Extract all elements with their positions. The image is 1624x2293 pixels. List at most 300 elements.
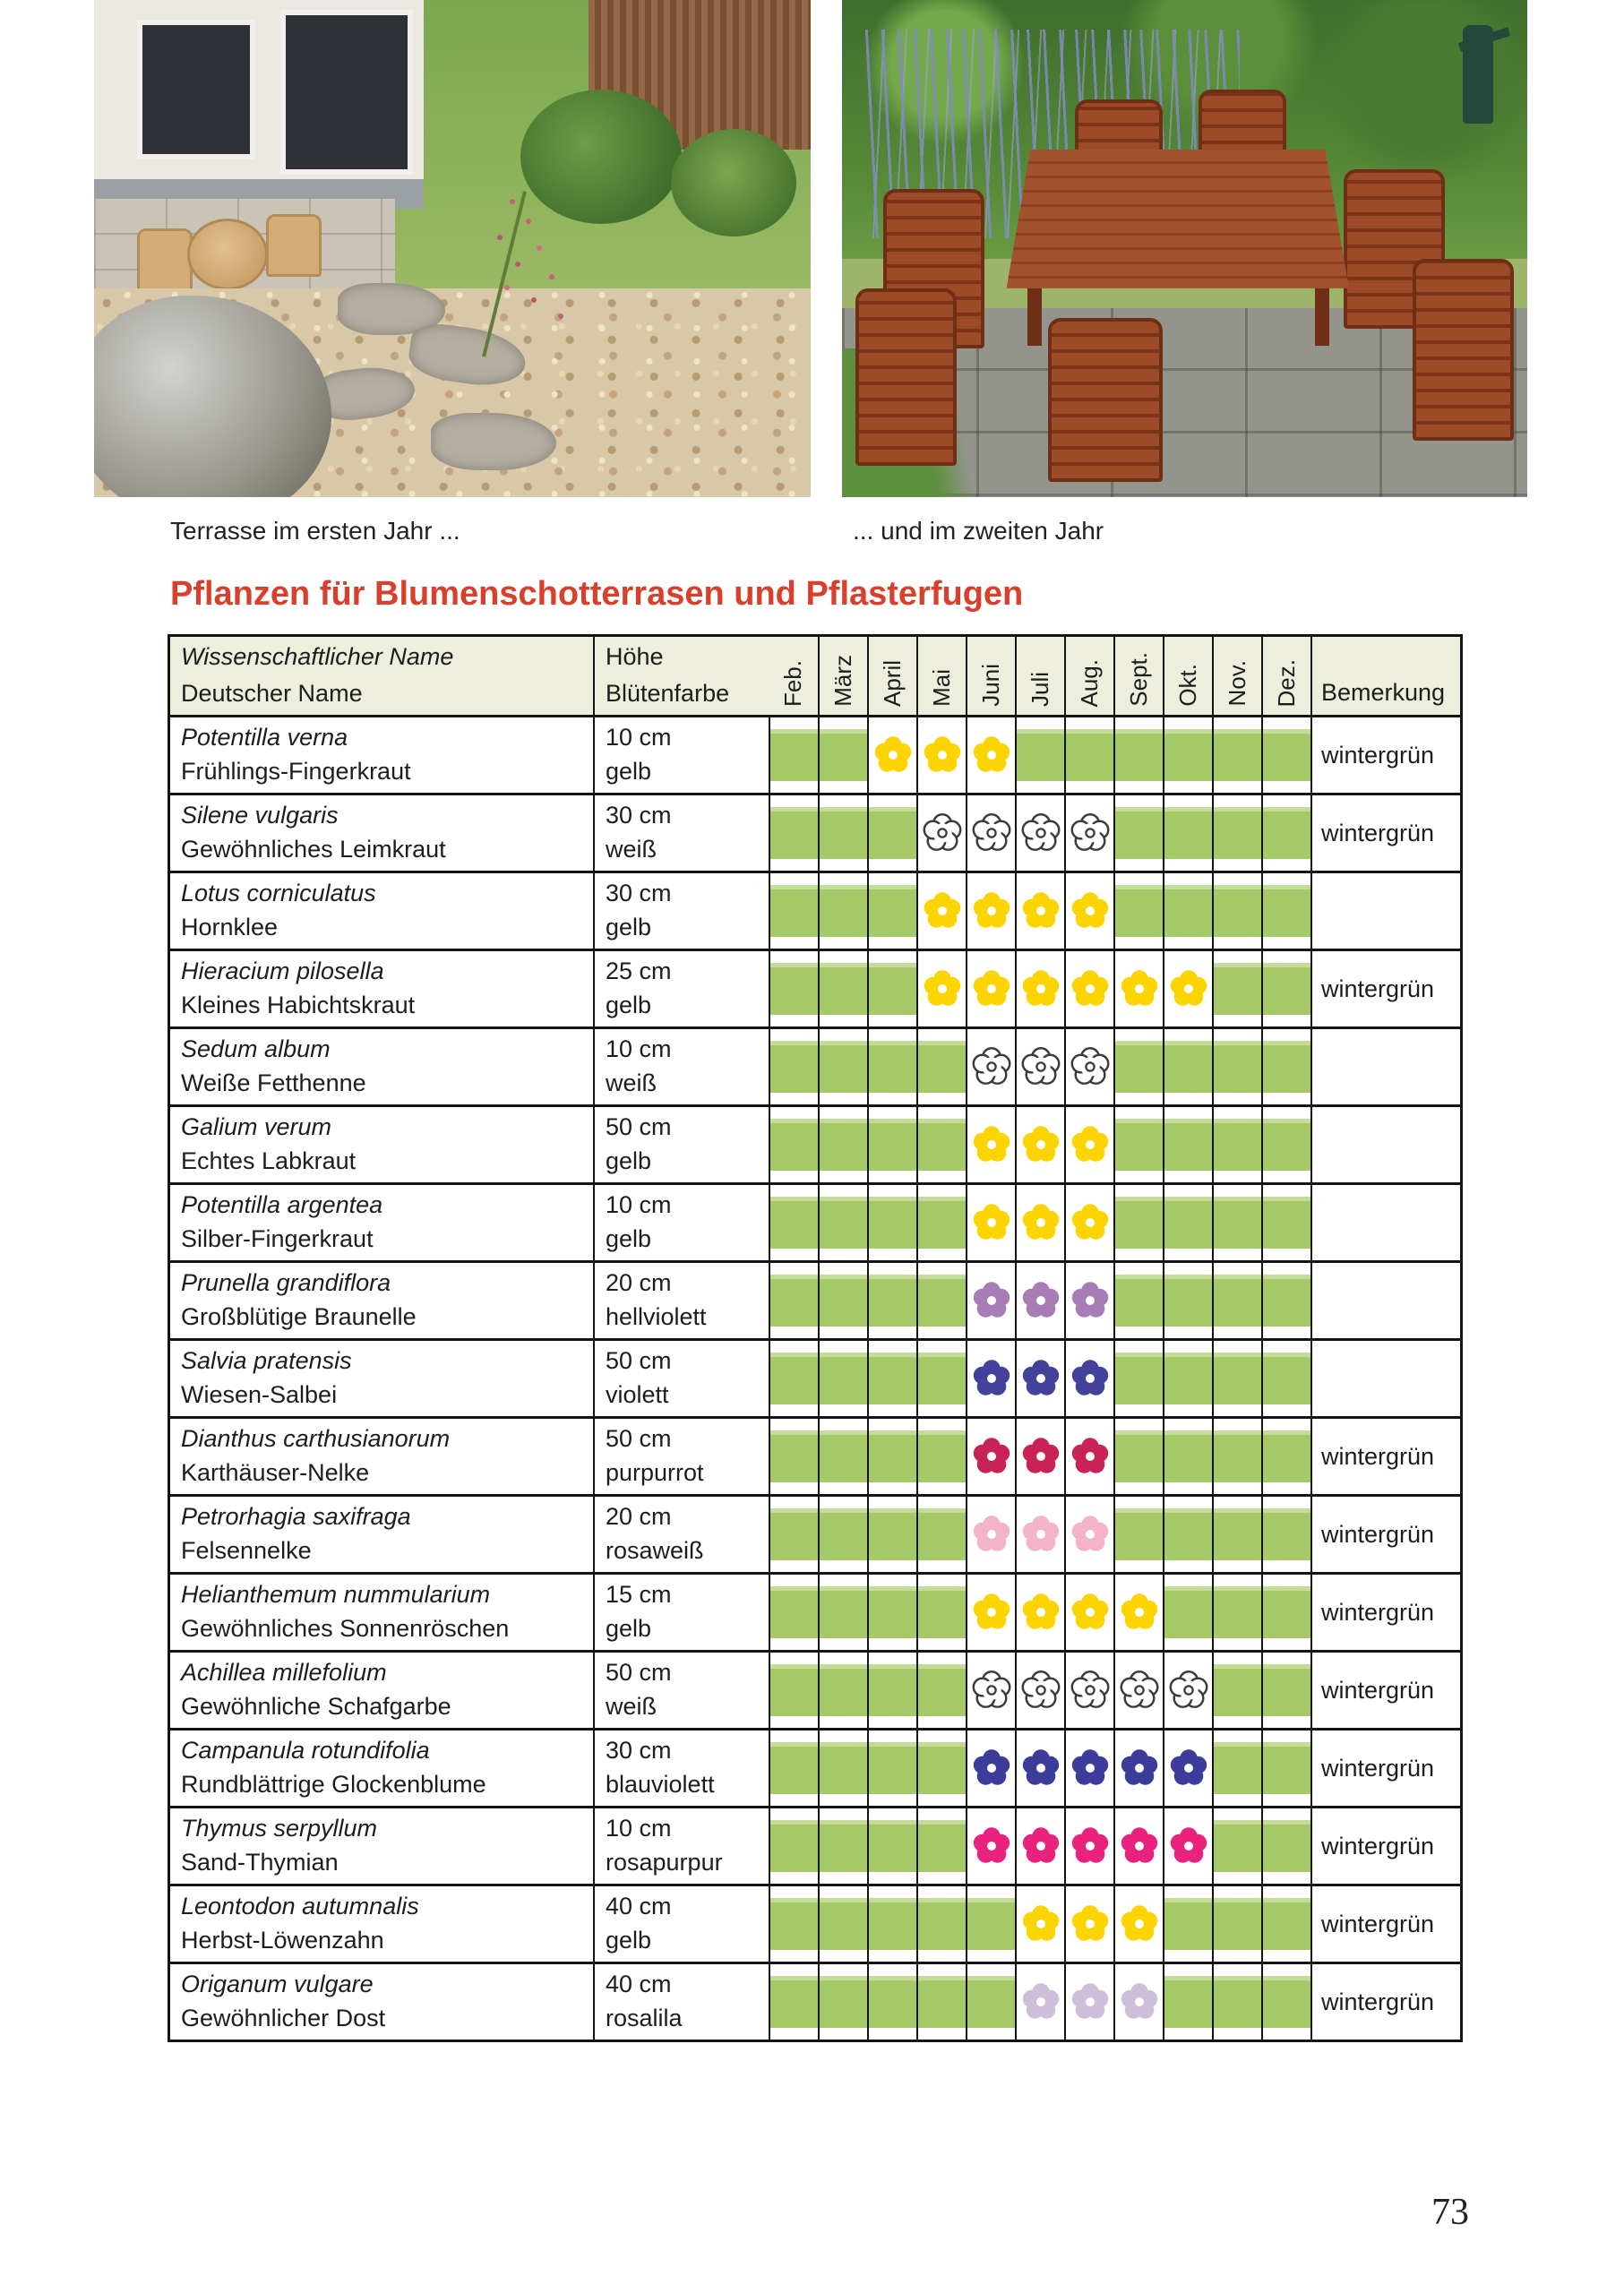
scientific-name: Silene vulgaris <box>181 802 339 829</box>
month-cell <box>1015 1653 1064 1728</box>
month-cell <box>818 951 867 1026</box>
month-cell <box>1163 1497 1212 1572</box>
foliage-band <box>869 1898 916 1950</box>
flower-icon <box>1020 1358 1061 1399</box>
month-cell <box>1015 873 1064 949</box>
bloom-marker <box>1164 1653 1212 1728</box>
month-cell <box>1163 1107 1212 1182</box>
scientific-name: Hieracium pilosella <box>181 958 384 984</box>
bloom-marker <box>1066 1185 1113 1260</box>
month-cell <box>1064 951 1113 1026</box>
flower-color-label: rosalila <box>606 2005 683 2031</box>
foliage-band <box>918 1820 966 1872</box>
german-name: Gewöhnlicher Dost <box>181 2005 386 2031</box>
flower-icon <box>1070 1825 1111 1867</box>
foliage-band <box>820 1820 867 1872</box>
month-cell <box>769 1497 818 1572</box>
flower-icon <box>971 1592 1012 1633</box>
shrub <box>520 90 682 224</box>
month-cell <box>769 951 818 1026</box>
remark-cell <box>1310 1107 1460 1182</box>
month-cell <box>1113 1808 1163 1884</box>
month-cell <box>1261 717 1310 793</box>
bloom-marker <box>1066 1263 1113 1338</box>
flower-icon <box>1070 1202 1111 1243</box>
shrub <box>671 129 796 236</box>
header-month <box>1163 637 1212 715</box>
garden-table-leg <box>1027 283 1042 346</box>
foliage-band <box>1115 1041 1163 1093</box>
month-cell <box>769 1964 818 2040</box>
month-cell <box>1261 873 1310 949</box>
foliage-band <box>820 1275 867 1327</box>
month-cell <box>818 1808 867 1884</box>
german-name: Silber-Fingerkraut <box>181 1225 374 1252</box>
flower-icon <box>1070 1046 1111 1087</box>
month-cell <box>1015 1107 1064 1182</box>
foliage-band <box>1263 1820 1310 1872</box>
month-cell <box>1212 1263 1261 1338</box>
foliage-band <box>1214 1898 1261 1950</box>
scientific-name: Petrorhagia saxifraga <box>181 1503 411 1530</box>
foliage-band <box>1164 1353 1212 1404</box>
flower-color-label: violett <box>606 1381 669 1408</box>
month-cell <box>1261 1886 1310 1962</box>
table-row <box>170 1884 1460 1962</box>
foliage-band <box>1263 1508 1310 1560</box>
flower-icon <box>1070 812 1111 854</box>
foliage-band <box>869 1976 916 2028</box>
bloom-marker <box>1017 1808 1064 1884</box>
month-cell <box>1261 1575 1310 1650</box>
flower-icon <box>1070 1514 1111 1555</box>
bloom-marker <box>967 1029 1015 1104</box>
table-row <box>170 1182 1460 1260</box>
scientific-name: Helianthemum nummularium <box>181 1581 491 1608</box>
flower-icon <box>1070 1903 1111 1945</box>
month-cell <box>1163 873 1212 949</box>
bloom-marker <box>1017 795 1064 871</box>
height-color-cell <box>593 951 769 1026</box>
bloom-marker <box>967 951 1015 1026</box>
month-cell <box>769 1730 818 1806</box>
foliage-band <box>1066 729 1113 781</box>
month-cell <box>1212 1029 1261 1104</box>
flower-color-label: rosapurpur <box>606 1849 723 1876</box>
table-row <box>170 1494 1460 1572</box>
month-cell <box>1015 1185 1064 1260</box>
foliage-band <box>918 1353 966 1404</box>
bloom-marker <box>1164 1808 1212 1884</box>
month-label: Dez. <box>1273 658 1300 707</box>
scientific-name: Sedum album <box>181 1035 331 1062</box>
month-cell <box>1064 1341 1113 1416</box>
foliage-band <box>869 1197 916 1249</box>
month-cell <box>966 795 1015 871</box>
bloom-marker <box>1164 951 1212 1026</box>
month-cell <box>867 1575 916 1650</box>
flower-color-label: gelb <box>606 1927 652 1954</box>
month-cell <box>966 1886 1015 1962</box>
plant-height: 20 cm <box>606 1503 672 1530</box>
german-name: Kleines Habichtskraut <box>181 992 416 1018</box>
foliage-band <box>770 963 818 1015</box>
month-cell <box>1015 951 1064 1026</box>
month-cell <box>916 1964 966 2040</box>
bloom-marker <box>1066 795 1113 871</box>
bloom-marker <box>1066 1341 1113 1416</box>
month-cell <box>818 795 867 871</box>
bloom-marker <box>1066 1808 1113 1884</box>
plant-name-cell <box>170 873 593 949</box>
month-cell <box>1212 1730 1261 1806</box>
month-cell <box>1261 795 1310 871</box>
german-name: Sand-Thymian <box>181 1849 339 1876</box>
scientific-name: Potentilla verna <box>181 724 348 751</box>
foliage-band <box>1214 729 1261 781</box>
plant-name-cell <box>170 1419 593 1494</box>
month-cell <box>1113 873 1163 949</box>
month-cell <box>1261 1808 1310 1884</box>
month-cell <box>1015 1808 1064 1884</box>
month-cell <box>1015 795 1064 871</box>
bloom-marker <box>1017 1263 1064 1338</box>
foliage-band <box>869 1742 916 1794</box>
month-cell <box>1113 795 1163 871</box>
month-cell <box>867 717 916 793</box>
flower-icon <box>922 890 963 932</box>
month-cell <box>1064 1964 1113 2040</box>
month-cell <box>1064 795 1113 871</box>
foliage-band <box>770 1275 818 1327</box>
table-row <box>170 949 1460 1026</box>
month-cell <box>867 1185 916 1260</box>
bloom-marker <box>967 1808 1015 1884</box>
bloom-marker <box>967 717 1015 793</box>
month-cell <box>867 1341 916 1416</box>
flower-icon <box>1070 890 1111 932</box>
month-cell <box>1015 1575 1064 1650</box>
month-cell <box>1261 1185 1310 1260</box>
foliage-band <box>770 1898 818 1950</box>
foliage-band <box>869 1664 916 1716</box>
foliage-band <box>869 807 916 859</box>
foliage-band <box>918 1197 966 1249</box>
month-cell <box>1212 1575 1261 1650</box>
month-cell <box>1163 951 1212 1026</box>
table-row <box>170 715 1460 793</box>
flower-icon <box>971 1825 1012 1867</box>
month-cell <box>1163 1419 1212 1494</box>
month-cell <box>1113 717 1163 793</box>
bloom-marker <box>967 1497 1015 1572</box>
bloom-marker <box>1017 1575 1064 1650</box>
bloom-marker <box>918 795 966 871</box>
month-cell <box>916 1263 966 1338</box>
height-color-cell <box>593 1653 769 1728</box>
foliage-band <box>1115 807 1163 859</box>
month-cell <box>769 795 818 871</box>
foliage-band <box>918 1742 966 1794</box>
foliage-band <box>869 1119 916 1171</box>
header-height-column <box>593 637 769 715</box>
flower-color-label: rosaweiß <box>606 1537 704 1564</box>
month-cell <box>818 1497 867 1572</box>
flower-icon <box>922 734 963 776</box>
foliage-band <box>918 1898 966 1950</box>
month-cell <box>1064 1419 1113 1494</box>
german-name: Weiße Fetthenne <box>181 1069 366 1096</box>
plant-height: 50 cm <box>606 1347 672 1374</box>
header-scientific-name: Wissenschaftlicher Name <box>181 643 454 670</box>
flower-icon <box>971 1514 1012 1555</box>
bloom-marker <box>1017 1653 1064 1728</box>
plant-height: 30 cm <box>606 1737 672 1764</box>
month-cell <box>1163 1575 1212 1650</box>
foliage-band <box>1263 1742 1310 1794</box>
month-cell <box>966 1185 1015 1260</box>
flower-color-label: purpurrot <box>606 1459 704 1486</box>
plant-name-cell <box>170 1886 593 1962</box>
month-cell <box>1015 1263 1064 1338</box>
month-cell <box>769 1263 818 1338</box>
month-cell <box>769 1107 818 1182</box>
foliage-band <box>1164 885 1212 937</box>
flower-icon <box>1119 1903 1160 1945</box>
table-row <box>170 1416 1460 1494</box>
foliage-band <box>1263 1119 1310 1171</box>
month-cell <box>1113 1419 1163 1494</box>
foliage-band <box>1164 1275 1212 1327</box>
foliage-band <box>918 1664 966 1716</box>
flower-icon <box>922 812 963 854</box>
table-row <box>170 1650 1460 1728</box>
month-cell <box>1064 1185 1113 1260</box>
flower-icon <box>1119 1981 1160 2022</box>
foliage-band <box>770 1353 818 1404</box>
flower-icon <box>971 1202 1012 1243</box>
bloom-marker <box>1017 873 1064 949</box>
foliage-band <box>1263 1586 1310 1638</box>
table-header-row <box>170 637 1460 715</box>
foliage-band <box>1164 729 1212 781</box>
flower-icon <box>1020 1981 1061 2022</box>
month-label: April <box>879 659 906 707</box>
bloom-marker <box>1164 1730 1212 1806</box>
month-cell <box>1261 1107 1310 1182</box>
scientific-name: Thymus serpyllum <box>181 1815 378 1842</box>
month-cell <box>769 1575 818 1650</box>
month-cell <box>1064 873 1113 949</box>
month-cell <box>1015 1497 1064 1572</box>
flower-icon <box>971 734 1012 776</box>
month-cell <box>1015 1886 1064 1962</box>
month-cell <box>1261 1029 1310 1104</box>
scientific-name: Campanula rotundifolia <box>181 1737 430 1764</box>
bloom-marker <box>1017 1107 1064 1182</box>
height-color-cell <box>593 1808 769 1884</box>
plant-name-cell <box>170 1107 593 1182</box>
table-row <box>170 793 1460 871</box>
month-cell <box>1261 1341 1310 1416</box>
flower-color-label: gelb <box>606 758 652 785</box>
flower-icon <box>1020 1280 1061 1321</box>
foliage-band <box>869 1041 916 1093</box>
flower-color-label: hellviolett <box>606 1303 707 1330</box>
month-cell <box>1261 1964 1310 2040</box>
bloom-marker <box>1066 1575 1113 1650</box>
flower-icon <box>971 1748 1012 1789</box>
month-cell <box>1113 1185 1163 1260</box>
month-cell <box>966 1730 1015 1806</box>
foliage-band <box>869 963 916 1015</box>
month-cell <box>966 873 1015 949</box>
bistro-table <box>187 219 268 290</box>
remark-cell: wintergrün <box>1310 1497 1460 1572</box>
height-color-cell <box>593 1107 769 1182</box>
flower-icon <box>971 1280 1012 1321</box>
bloom-marker <box>1017 951 1064 1026</box>
foliage-band <box>1263 1976 1310 2028</box>
flower-color-label: blauviolett <box>606 1771 715 1798</box>
foliage-band <box>1214 1353 1261 1404</box>
foliage-band <box>1164 1041 1212 1093</box>
plant-name-cell <box>170 1730 593 1806</box>
foliage-band <box>1214 1197 1261 1249</box>
height-color-cell <box>593 1730 769 1806</box>
height-color-cell <box>593 795 769 871</box>
month-cell <box>916 1341 966 1416</box>
month-cell <box>1113 1341 1163 1416</box>
table-row <box>170 871 1460 949</box>
month-cell <box>1163 795 1212 871</box>
bloom-marker <box>1066 1964 1113 2040</box>
remark-cell: wintergrün <box>1310 1964 1460 2040</box>
table-row <box>170 1260 1460 1338</box>
foliage-band <box>869 1586 916 1638</box>
height-color-cell <box>593 1185 769 1260</box>
bloom-marker <box>1017 1185 1064 1260</box>
plant-name-cell <box>170 1653 593 1728</box>
remark-cell: wintergrün <box>1310 1653 1460 1728</box>
bistro-chair <box>266 214 322 277</box>
plant-name-cell <box>170 1497 593 1572</box>
flower-icon <box>1119 1825 1160 1867</box>
month-cell <box>818 1653 867 1728</box>
german-name: Wiesen-Salbei <box>181 1381 338 1408</box>
flower-icon <box>1070 968 1111 1009</box>
foliage-band <box>918 1586 966 1638</box>
foliage-band <box>1263 1430 1310 1482</box>
foliage-band <box>1263 1353 1310 1404</box>
month-cell <box>1113 1653 1163 1728</box>
month-cell <box>1015 717 1064 793</box>
plant-name-cell <box>170 1185 593 1260</box>
month-cell <box>1015 1964 1064 2040</box>
month-cell <box>1064 1730 1113 1806</box>
flower-icon <box>1070 1592 1111 1633</box>
flower-color-label: weiß <box>606 1693 657 1720</box>
plant-height: 50 cm <box>606 1113 672 1140</box>
month-cell <box>769 873 818 949</box>
flower-color-label: gelb <box>606 1615 652 1642</box>
foliage-band <box>1263 1898 1310 1950</box>
month-cell <box>1212 1341 1261 1416</box>
flower-icon <box>1070 1124 1111 1165</box>
month-cell <box>769 1419 818 1494</box>
month-cell <box>966 1653 1015 1728</box>
bloom-marker <box>1066 1886 1113 1962</box>
month-cell <box>1064 1029 1113 1104</box>
month-cell <box>916 717 966 793</box>
scientific-name: Galium verum <box>181 1113 332 1140</box>
german-name: Frühlings-Fingerkraut <box>181 758 411 785</box>
month-cell <box>818 1341 867 1416</box>
month-cell <box>916 1653 966 1728</box>
month-cell <box>966 1575 1015 1650</box>
month-cell <box>867 1497 916 1572</box>
flower-icon <box>922 968 963 1009</box>
month-cell <box>1163 1185 1212 1260</box>
flower-icon <box>1070 1280 1111 1321</box>
foliage-band <box>1164 1119 1212 1171</box>
month-cell <box>916 1497 966 1572</box>
month-cell <box>916 1185 966 1260</box>
flower-icon <box>1020 1436 1061 1477</box>
bloom-marker <box>1115 1808 1163 1884</box>
month-cell <box>867 1263 916 1338</box>
foliage-band <box>869 1820 916 1872</box>
foliage-band <box>820 1353 867 1404</box>
month-cell <box>916 1730 966 1806</box>
foliage-band <box>770 1041 818 1093</box>
garden-chair <box>855 288 957 466</box>
foliage-band <box>1214 1976 1261 2028</box>
foliage-band <box>820 1041 867 1093</box>
month-cell <box>1064 1886 1113 1962</box>
flower-icon <box>1119 1748 1160 1789</box>
garden-table <box>1007 150 1350 288</box>
remark-cell <box>1310 1263 1460 1338</box>
bloom-marker <box>967 873 1015 949</box>
german-name: Gewöhnliches Sonnenröschen <box>181 1615 510 1642</box>
month-label: Mai <box>928 669 955 707</box>
month-cell <box>769 1653 818 1728</box>
header-month <box>769 637 818 715</box>
header-german-name: Deutscher Name <box>181 680 363 707</box>
foliage-band <box>770 1197 818 1249</box>
month-cell <box>818 717 867 793</box>
german-name: Echtes Labkraut <box>181 1147 357 1174</box>
bloom-marker <box>967 1575 1015 1650</box>
month-cell <box>1212 1497 1261 1572</box>
foliage-band <box>820 1197 867 1249</box>
bloom-marker <box>1115 951 1163 1026</box>
foliage-band <box>918 1119 966 1171</box>
month-cell <box>1212 795 1261 871</box>
month-cell <box>916 1886 966 1962</box>
month-cell <box>966 717 1015 793</box>
bloom-marker <box>918 717 966 793</box>
header-month <box>818 637 867 715</box>
bloom-marker <box>1115 1575 1163 1650</box>
foliage-band <box>918 1430 966 1482</box>
bloom-marker <box>1115 1886 1163 1962</box>
bloom-marker <box>967 1107 1015 1182</box>
remark-cell: wintergrün <box>1310 1419 1460 1494</box>
table-row <box>170 1806 1460 1884</box>
foliage-band <box>918 1275 966 1327</box>
